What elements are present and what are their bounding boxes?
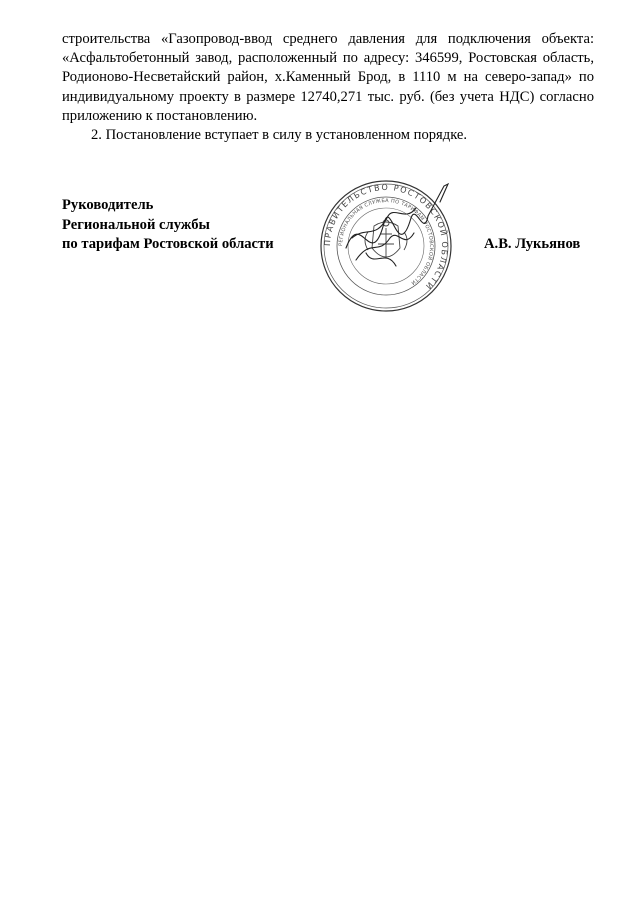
- paragraph-2: 2. Постановление вступает в силу в установленном порядке.: [91, 127, 468, 144]
- seal-outer-text: ПРАВИТЕЛЬСТВО РОСТОВСКОЙ ОБЛАСТИ: [322, 182, 450, 292]
- seal-inner-text: РЕГИОНАЛЬНАЯ СЛУЖБА ПО ТАРИФАМ РОСТОВСКОЙ ОБЛАСТИ: [337, 197, 435, 286]
- paragraph-1: строительства «Газопровод-ввод среднего давления для подключения объекта: «Асфальтобетонный завод, расположенный по адресу: 346599, Ростовская область, Родионово-Несветайский район, х.Каменный Брод, в 1110 м на северо-запад» по индивидуальному проекту в размере 12740,271 тыс. руб. (без учета НДС) согласно приложению к постановлению.: [62, 31, 594, 124]
- position-line-1: Руководитель: [62, 197, 154, 213]
- position-line-2: Региональной службы: [62, 216, 210, 233]
- document-body: [62, 30, 594, 145]
- signatory-position: [62, 196, 322, 255]
- official-seal: [316, 178, 456, 314]
- signatory-name: А.В. Лукьянов: [484, 236, 581, 252]
- coat-of-arms-icon: [365, 220, 407, 258]
- position-line-3: по тарифам Ростовской области: [62, 236, 274, 253]
